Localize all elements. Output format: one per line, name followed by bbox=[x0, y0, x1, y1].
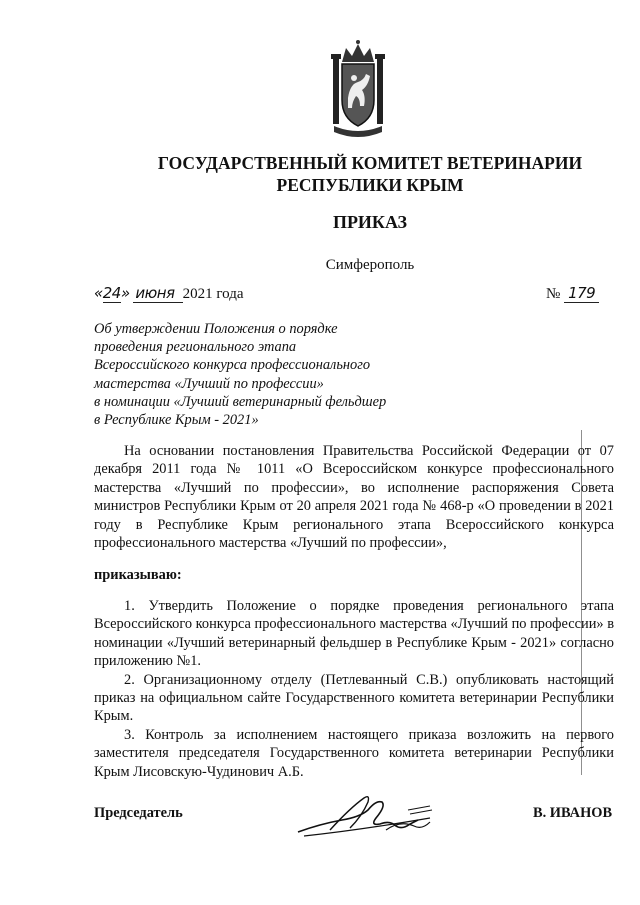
city-name: Симферополь bbox=[325, 257, 415, 273]
document-number bbox=[546, 284, 599, 303]
signatory-title: Председатель bbox=[94, 805, 183, 821]
order-item: 3. Контроль за исполнением настоящего приказа возложить на первого заместителя председателя Государственного комитета ветеринарии Республики Крым Лисовскую-Чудинович А.Б. bbox=[94, 726, 614, 780]
coat-of-arms-emblem bbox=[330, 40, 386, 140]
signatory-name: В. ИВАНОВ bbox=[533, 805, 613, 821]
organization-title bbox=[100, 152, 640, 196]
date-year: 2021 года bbox=[182, 286, 244, 302]
number-prefix: № bbox=[546, 286, 561, 302]
org-title-line2: РЕСПУБЛИКИ КРЫМ bbox=[276, 175, 464, 195]
document-type: ПРИКАЗ bbox=[332, 212, 408, 232]
document-date bbox=[94, 284, 243, 303]
subject-line: Всероссийского конкурса профессионального bbox=[94, 357, 371, 374]
order-item: 1. Утвердить Положение о порядке проведения регионального этапа Всероссийского конкурса профессионального мастерства «Лучший по профессии» в номинации «Лучший ветеринарный фельдшер в Республике Крым - 2021» согласно приложению №1. bbox=[94, 598, 615, 670]
org-title-line1: ГОСУДАРСТВЕННЫЙ КОМИТЕТ ВЕТЕРИНАРИИ bbox=[157, 153, 583, 173]
preamble-paragraph: На основании постановления Правительства Российской Федерации от 07 декабря 2011 года № 1011 «О Всероссийском конкурсе профессионального мастерства «Лучший по профессии», во исполнение распоряжения Совета министров Республики Крым от 20 апреля 2021 года № 468-р «О проведении в 2021 году в Республике Крым регионального этапа Всероссийского конкурса профессионального мастерства «Лучший по профессии», bbox=[94, 443, 614, 552]
subject-line: Об утверждении Положения о порядке bbox=[94, 321, 338, 337]
number-value: 179 bbox=[564, 284, 599, 303]
date-close-quote: » bbox=[120, 284, 130, 302]
date-open-quote: « bbox=[94, 284, 103, 302]
subject-line: в Республике Крым - 2021» bbox=[94, 412, 259, 429]
handwritten-signature bbox=[290, 790, 440, 845]
date-month: июня bbox=[133, 284, 182, 303]
order-items bbox=[94, 597, 614, 781]
subject-line: в номинации «Лучший ветеринарный фельдшер bbox=[94, 393, 387, 410]
document-subject bbox=[94, 320, 424, 429]
order-word: приказываю: bbox=[94, 567, 182, 583]
subject-line: проведения регионального этапа bbox=[94, 339, 297, 356]
date-day: 24 bbox=[102, 284, 121, 302]
subject-line: мастерства «Лучший по профессии» bbox=[94, 375, 324, 392]
order-item: 2. Организационному отделу (Петлеванный С.В.) опубликовать настоящий приказ на официальном сайте Государственного комитета ветеринарии Республики Крым. bbox=[94, 671, 614, 725]
